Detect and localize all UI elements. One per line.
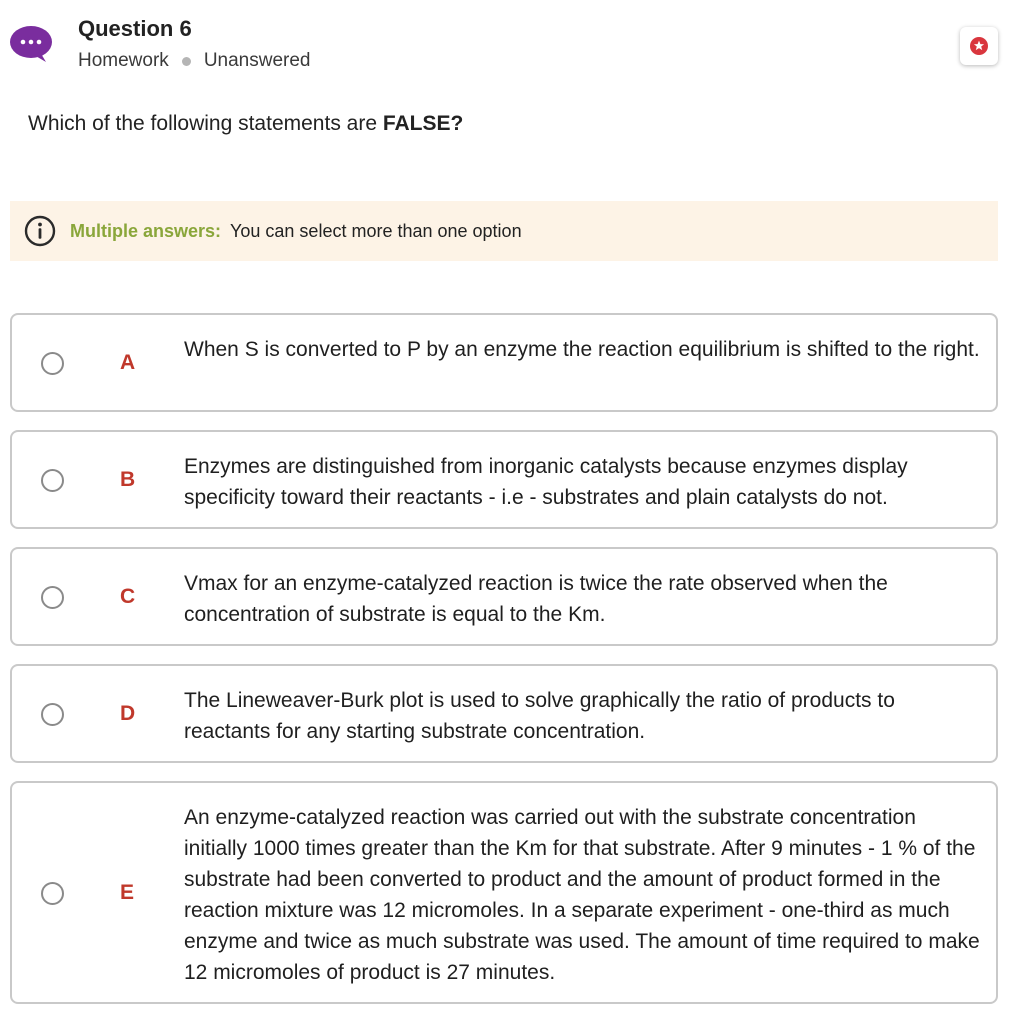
- question-meta: [78, 50, 310, 72]
- info-icon: [24, 215, 56, 247]
- question-prompt: [28, 112, 463, 136]
- banner-lead: Multiple answers:: [70, 220, 222, 241]
- radio-button-e[interactable]: [41, 882, 64, 905]
- bookmark-button[interactable]: [960, 27, 998, 65]
- answer-option-c[interactable]: [10, 547, 998, 646]
- option-text-d: The Lineweaver-Burk plot is used to solve graphically the ratio of products to reactants for any starting substrate concentration.: [184, 689, 895, 743]
- option-letter-c: C: [120, 585, 136, 608]
- prompt-emphasis: FALSE?: [382, 112, 464, 135]
- option-text-e: An enzyme-catalyzed reaction was carried out with the substrate concentration initially 1000 times greater than the Km for that substrate. After 9 minutes - 1 % of the substrate had been converted to product and the amount of product formed in the reaction mixture was 12 micromoles. In a separate experiment - one-third as much enzyme and twice as much substrate was used. The amount of time required to make 12 micromoles of product is 27 minutes.: [184, 806, 980, 984]
- prompt-text: Which of the following statements are: [28, 112, 383, 135]
- answer-option-b[interactable]: [10, 430, 998, 529]
- option-text-a: When S is converted to P by an enzyme the reaction equilibrium is shifted to the right.: [184, 338, 980, 361]
- option-letter-b: B: [120, 468, 136, 491]
- answer-option-e[interactable]: [10, 781, 998, 1004]
- separator-dot: [182, 57, 191, 66]
- radio-button-a[interactable]: [41, 352, 64, 375]
- chat-bubble-icon: [10, 24, 52, 62]
- banner-message: You can select more than one option: [230, 220, 522, 241]
- question-title: Question 6: [78, 16, 192, 41]
- option-text-c: Vmax for an enzyme-catalyzed reaction is twice the rate observed when the concentration of substrate is equal to the Km.: [184, 572, 888, 626]
- question-status: Unanswered: [203, 50, 311, 71]
- radio-button-d[interactable]: [41, 703, 64, 726]
- option-letter-d: D: [120, 702, 136, 725]
- star-icon: [970, 37, 988, 55]
- option-letter-e: E: [120, 881, 135, 904]
- option-text-b: Enzymes are distinguished from inorganic catalysts because enzymes display specificity toward their reactants - i.e - substrates and plain catalysts do not.: [184, 455, 908, 509]
- radio-button-b[interactable]: [41, 469, 64, 492]
- radio-button-c[interactable]: [41, 586, 64, 609]
- option-letter-a: A: [120, 351, 136, 374]
- multiple-answers-banner: [10, 201, 998, 261]
- answer-option-d[interactable]: [10, 664, 998, 763]
- answer-option-a[interactable]: [10, 313, 998, 412]
- question-category: Homework: [78, 50, 169, 71]
